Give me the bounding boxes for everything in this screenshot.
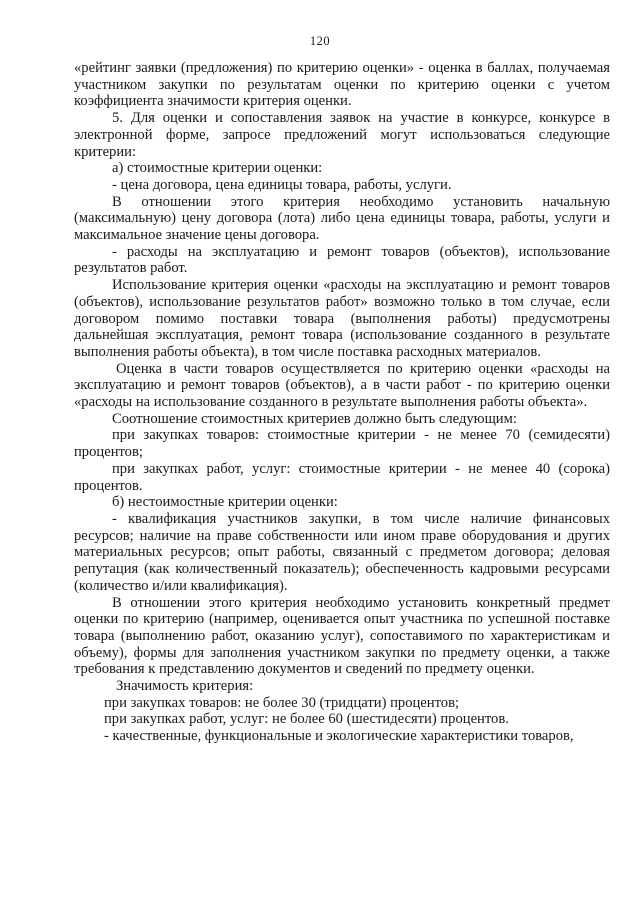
body-text [74, 60, 610, 745]
paragraph: Соотношение стоимостных критериев должно быть следующим: [112, 410, 517, 427]
paragraph: «рейтинг заявки (предложения) по критерию оценки» - оценка в баллах, получаемая участником закупки по результатам оценки по критерию оценки с учетом коэффициента значимости критерия оценки. [74, 60, 610, 110]
paragraph: при закупках товаров: стоимостные критерии - не менее 70 (семидесяти) процентов; [74, 427, 610, 461]
paragraph: б) нестоимостные критерии оценки: [112, 494, 338, 511]
paragraph: при закупках товаров: не более 30 (тридцати) процентов; [104, 694, 460, 711]
paragraph: Использование критерия оценки «расходы на эксплуатацию и ремонт товаров (объектов), использование результатов работ» возможно только в том случае, если договором помимо поставки товара (выполнения работы) предусмотрены дальнейшая эксплуатация, ремонт товара (использование созданного в результате выполнения работы объекта), в том числе поставка расходных материалов. [74, 277, 610, 360]
paragraph: Значимость критерия: [116, 678, 254, 695]
paragraph: - расходы на эксплуатацию и ремонт товаров (объектов), использование результатов работ. [74, 243, 610, 277]
paragraph: Оценка в части товаров осуществляется по критерию оценки «расходы на эксплуатацию и ремонт товаров (объектов), а в части работ - по критерию оценки «расходы на использование созданного в результате выполнения работы объекта». [74, 360, 610, 411]
paragraph: - квалификация участников закупки, в том числе наличие финансовых ресурсов; наличие на праве собственности или ином праве оборудования и других материальных ресурсов; опыт работы, связанный с предметом договора; деловая репутация (как количественный показатель); обеспеченность кадровыми ресурсами (количество и/или квалификация). [74, 510, 610, 594]
paragraph: при закупках работ, услуг: стоимостные критерии - не менее 40 (сорока) процентов. [74, 460, 610, 494]
paragraph: при закупках работ, услуг: не более 60 (шестидесяти) процентов. [104, 711, 509, 728]
page-number: 120 [309, 34, 331, 48]
paragraph: В отношении этого критерия необходимо установить начальную (максимальную) цену договора (лота) либо цена единицы товара, работы, услуги и максимальное значение цены договора. [74, 193, 610, 244]
paragraph: а) стоимостные критерии оценки: [112, 160, 323, 177]
paragraph: 5. Для оценки и сопоставления заявок на участие в конкурсе, конкурсе в электронной форме, запросе предложений могут использоваться следующие критерии: [74, 110, 610, 160]
paragraph: - качественные, функциональные и экологические характеристики товаров, [104, 728, 574, 745]
paragraph: В отношении этого критерия необходимо установить конкретный предмет оценки по критерию (например, оценивается опыт участника по успешной поставке товара (выполнению работ, оказанию услуг), сопоставимого по характеристикам и объему), формы для заполнения участником закупки по предмету оценки, а также требования к представлению документов и сведений по предмету оценки. [74, 594, 610, 678]
paragraph: - цена договора, цена единицы товара, работы, услуги. [112, 176, 452, 193]
